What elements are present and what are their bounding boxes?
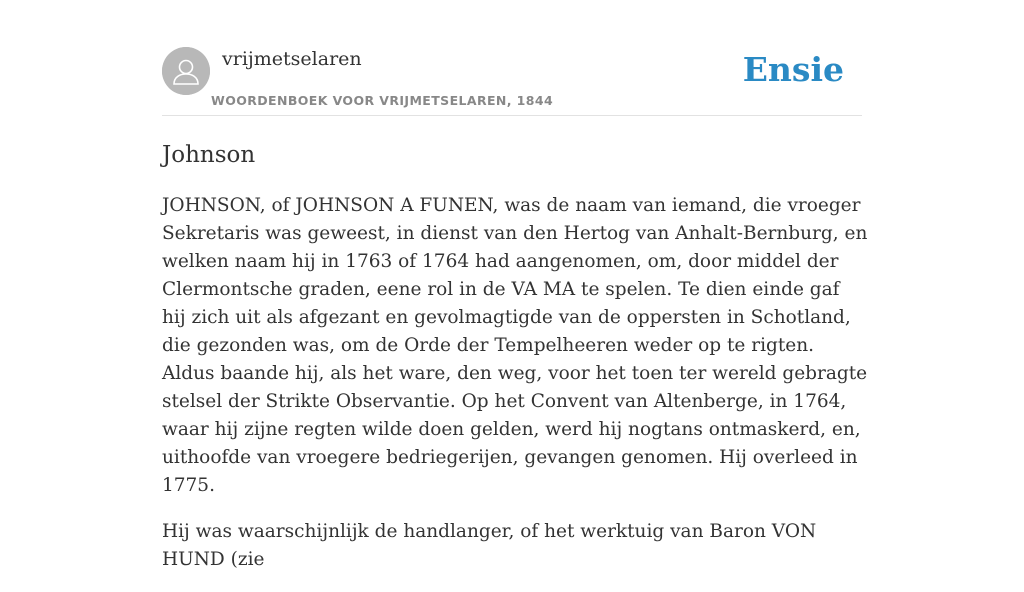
source-label: WOORDENBOEK VOOR VRIJMETSELAREN, 1844 [211,93,554,108]
paragraph: JOHNSON, of JOHNSON A FUNEN, was de naam van iemand, die vroeger Sekretaris was geweest, in dienst van den Hertog van Anhalt-Bernburg, en welken naam hij in 1763 of 1764 had aangenomen, om, door middel der Clermontsche graden, eene rol in de VA MA te spelen. Te dien einde gaf hij zich uit als afgezant en gevolmagtigde van de oppersten in Schotland, die gezonden was, om de Orde der Tempelheeren weder op te rigten. Aldus baande hij, als het ware, den weg, voor het toen ter wereld gebragte stelsel der Strikte Observantie. Op het Convent van Altenberge, in 1764, waar hij zijne regten wilde doen gelden, werd hij nogtans ontmaskerd, en, uithoofde van vroegere bedriegerijen, gevangen genomen. Hij overleed in 1775. [162,195,868,496]
article-title: Johnson [162,142,256,168]
user-icon[interactable] [162,47,210,95]
article-body [162,192,868,592]
author-link[interactable]: vrijmetselaren [222,48,362,70]
article-header [162,47,862,116]
paragraph: Hij was waarschijnlijk de handlanger, of het werktuig van Baron VON HUND (zie [162,521,817,570]
ensie-logo[interactable]: Ensie [742,50,844,89]
